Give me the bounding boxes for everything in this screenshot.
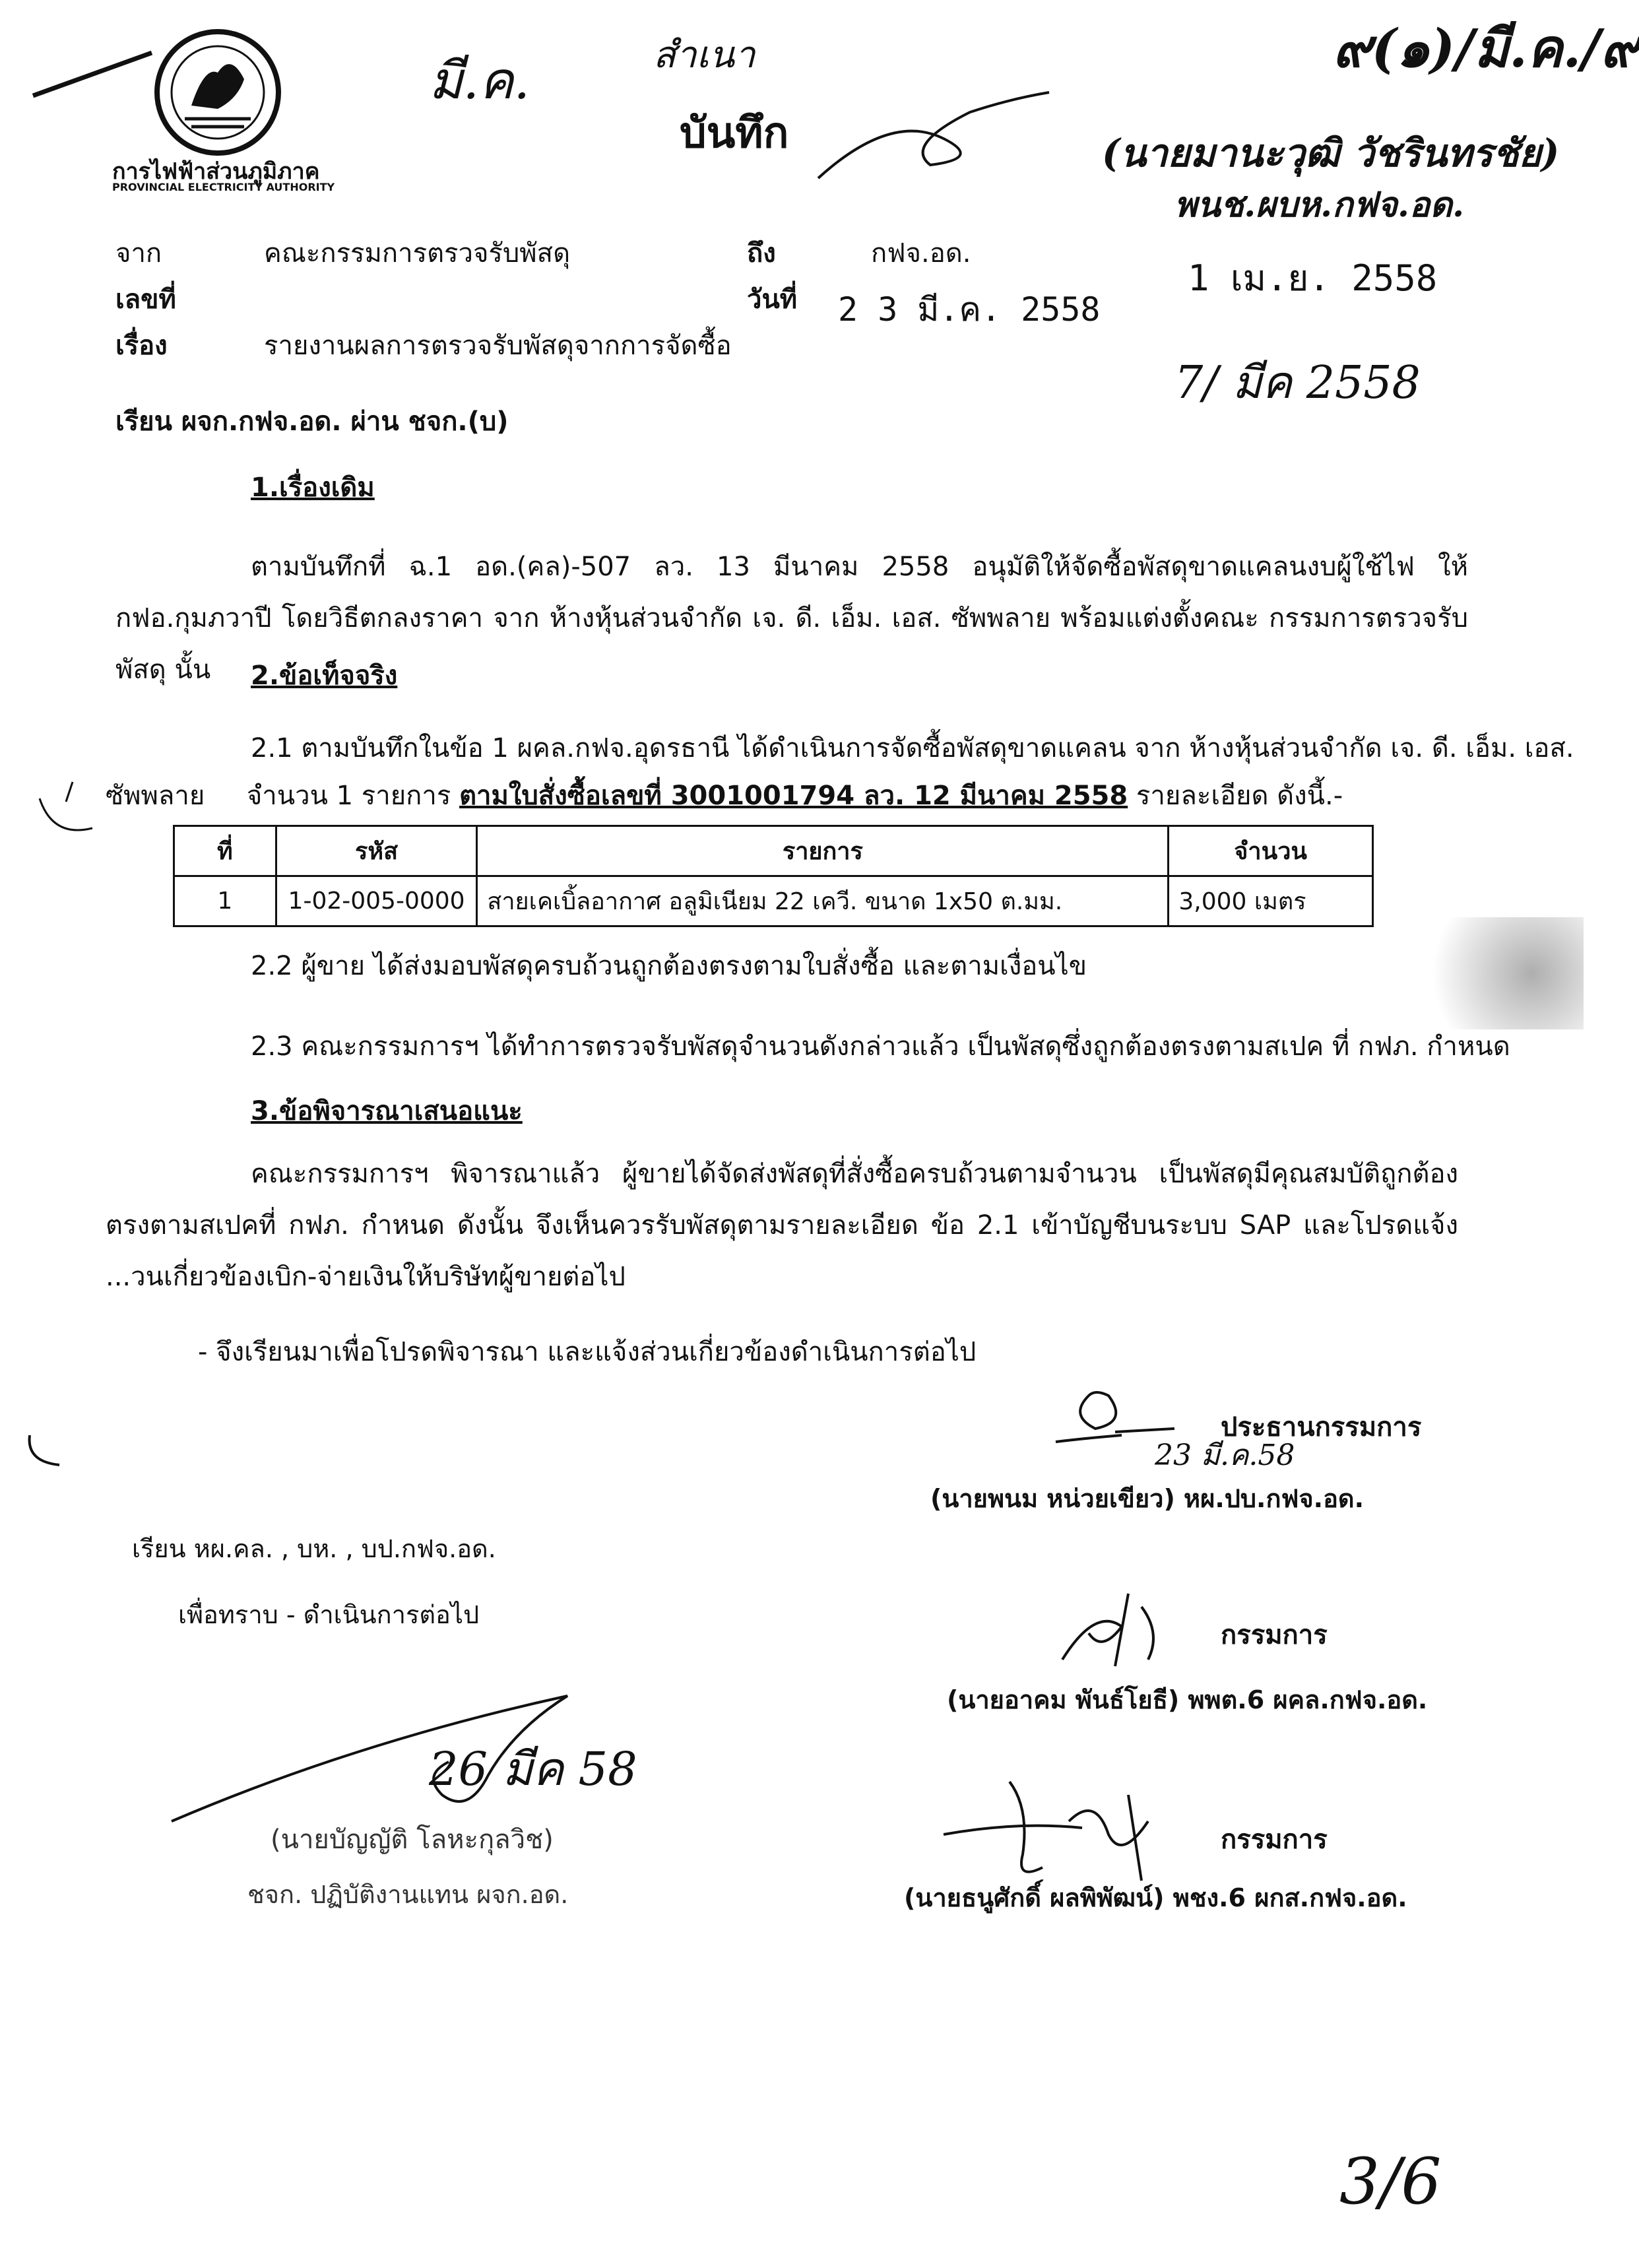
chair-hand-date: 23 มี.ค.58 <box>1155 1439 1295 1472</box>
memo-title-signature <box>812 86 1062 191</box>
member2-role: กรรมการ <box>1221 1825 1328 1855</box>
scan-line-mark <box>26 40 158 106</box>
routing-to: เรียน หผ.คล. , บห. , บป.กฟจ.อด. <box>132 1534 496 1563</box>
hand-note-copy: สำเนา <box>653 34 755 77</box>
section-2-1-text-a: 2.1 ตามบันทึกในข้อ 1 ผคล.กฟจ.อุดรธานี ได้ดำเนินการจัดซื้อพัสดุขาดแคลน จาก ห้างหุ้นส่วนจำกัด เจ. ดี. เอ็ม. เอส. <box>251 733 1574 763</box>
cell-qty: 3,000 เมตร <box>1169 876 1373 926</box>
closing-text: - จึงเรียนมาเพื่อโปรดพิจารณา และแจ้งส่วนเกี่ยวข้องดำเนินการต่อไป <box>198 1337 977 1367</box>
member1-name: (นายอาคม พันธ์โยธี) พพต.6 ผคล.กฟจ.อด. <box>947 1685 1428 1714</box>
received-stamp: 1 เม.ย. 2558 <box>1188 257 1438 299</box>
section-3-heading: 3.ข้อพิจารณาเสนอแนะ <box>251 1096 523 1126</box>
approver-hand-date: 26 มีค 58 <box>429 1742 637 1796</box>
recipient-hand: (นายมานะวุฒิ วัชรินทรชัย) <box>1102 131 1560 176</box>
member2-name: (นายธนูศักดิ์ ผลพิพัฒน์) พชง.6 ผกส.กฟจ.อด. <box>904 1883 1407 1912</box>
date-value: 2 3 มี.ค. 2558 <box>838 290 1101 329</box>
pea-logo <box>145 26 290 158</box>
routing-note: เพื่อทราบ - ดำเนินการต่อไป <box>178 1600 480 1629</box>
recipient-position-hand: พนช.ผบห.กฟจ.อด. <box>1174 185 1465 225</box>
cell-item: สายเคเบิ้ลอากาศ อลูมิเนียม 22 เควี. ขนาด 1x50 ต.มม. <box>477 876 1169 926</box>
approver-name: (นายบัญญัติ โลหะกุลวิช) <box>271 1825 554 1855</box>
col-header-no: ที่ <box>174 826 276 876</box>
date-label: วันที่ <box>747 284 798 315</box>
cell-no: 1 <box>174 876 276 926</box>
org-name-th: การไฟฟ้าส่วนภูมิภาค <box>112 158 320 185</box>
approver-position: ชจก. ปฏิบัติงานแทน ผจก.อด. <box>247 1880 569 1909</box>
section-2-3-text: 2.3 คณะกรรมการฯ ได้ทำการตรวจรับพัสดุจำนวนดังกล่าวแล้ว เป็นพัสดุซึ่งถูกต้องตรงตามสเปค ที่ กฟภ. กำหนด <box>251 1031 1510 1062</box>
to-value: กฟจ.อด. <box>871 238 971 269</box>
chair-name: (นายพนม หน่วยเขียว) หผ.ปบ.กฟจ.อด. <box>930 1484 1365 1513</box>
ref-number-hand: ๙(๑)/มี.ค./๙ <box>1333 17 1639 79</box>
table-header-row <box>174 826 1373 876</box>
section-2-1-text-b3: รายละเอียด ดังนี้.- <box>1128 781 1343 811</box>
received-hand-date: 7/ มีค 2558 <box>1174 357 1421 409</box>
purchase-order-ref: ตามใบสั่งซื้อเลขที่ 3001001794 ลว. 12 มีนาคม 2558 <box>459 781 1128 811</box>
section-2-1-text-b <box>106 780 1343 812</box>
subject-value: รายงานผลการตรวจรับพัสดุจากการจัดซื้อ <box>264 331 732 361</box>
salutation: เรียน ผจก.กฟจ.อด. ผ่าน ชจก.(บ) <box>115 406 509 437</box>
page-mark: 3/6 <box>1339 2145 1442 2219</box>
from-value: คณะกรรมการตรวจรับพัสดุ <box>264 238 571 269</box>
member1-role: กรรมการ <box>1221 1620 1328 1650</box>
items-table <box>173 825 1374 927</box>
section-1-heading: 1.เรื่องเดิม <box>251 472 375 503</box>
memo-title: บันทึก <box>680 109 789 158</box>
col-header-qty: จำนวน <box>1169 826 1373 876</box>
hand-note-month: มี.ค. <box>429 51 530 111</box>
org-name-en: PROVINCIAL ELECTRICITY AUTHORITY <box>112 181 335 193</box>
col-header-item: รายการ <box>477 826 1169 876</box>
subject-label: เรื่อง <box>115 331 168 361</box>
margin-hole-mark <box>26 772 106 845</box>
scan-noise-patch <box>1412 917 1584 1029</box>
section-3-text: คณะกรรมการฯ พิจารณาแล้ว ผู้ขายได้จัดส่งพัสดุที่สั่งซื้อครบถ้วนตามจำนวน เป็นพัสดุมีคุณสมบัติถูกต้องตรงตามสเปคที่ กฟภ. กำหนด ดังนั้น จึงเห็นควรรับพัสดุตามรายละเอียด ข้อ 2.1 เข้าบัญชีบนระบบ SAP และโปรดแจ้ง ...วนเกี่ยวข้องเบิก-จ่ายเงินให้บริษัทผู้ขายต่อไป <box>106 1159 1458 1292</box>
section-1-text: ตามบันทึกที่ ฉ.1 อด.(คล)-507 ลว. 13 มีนาคม 2558 อนุมัติให้จัดซื้อพัสดุขาดแคลนงบผู้ใช้ไฟ ให้ กฟอ.กุมภวาปี โดยวิธีตกลงราคา จาก ห้างหุ้นส่วนจำกัด เจ. ดี. เอ็ม. เอส. ซัพพลาย พร้อมแต่งตั้งคณะ กรรมการตรวจรับพัสดุ นั้น <box>115 552 1468 685</box>
section-2-1-text-b1: ซัพพลาย จำนวน 1 รายการ <box>106 781 460 811</box>
number-label: เลขที่ <box>115 284 176 315</box>
section-2-2-text: 2.2 ผู้ขาย ได้ส่งมอบพัสดุครบถ้วนถูกต้องตรงตามใบสั่งซื้อ และตามเงื่อนไข <box>251 951 1087 981</box>
to-label: ถึง <box>747 238 776 269</box>
section-2-heading: 2.ข้อเท็จจริง <box>251 661 398 691</box>
from-label: จาก <box>115 238 162 269</box>
col-header-code: รหัส <box>276 826 477 876</box>
member1-signature <box>1049 1580 1181 1673</box>
margin-hook-mark <box>20 1429 73 1481</box>
chair-role: ประธานกรรมการ <box>1221 1412 1422 1442</box>
table-row <box>174 876 1373 926</box>
member2-signature <box>937 1755 1188 1887</box>
cell-code: 1-02-005-0000 <box>276 876 477 926</box>
